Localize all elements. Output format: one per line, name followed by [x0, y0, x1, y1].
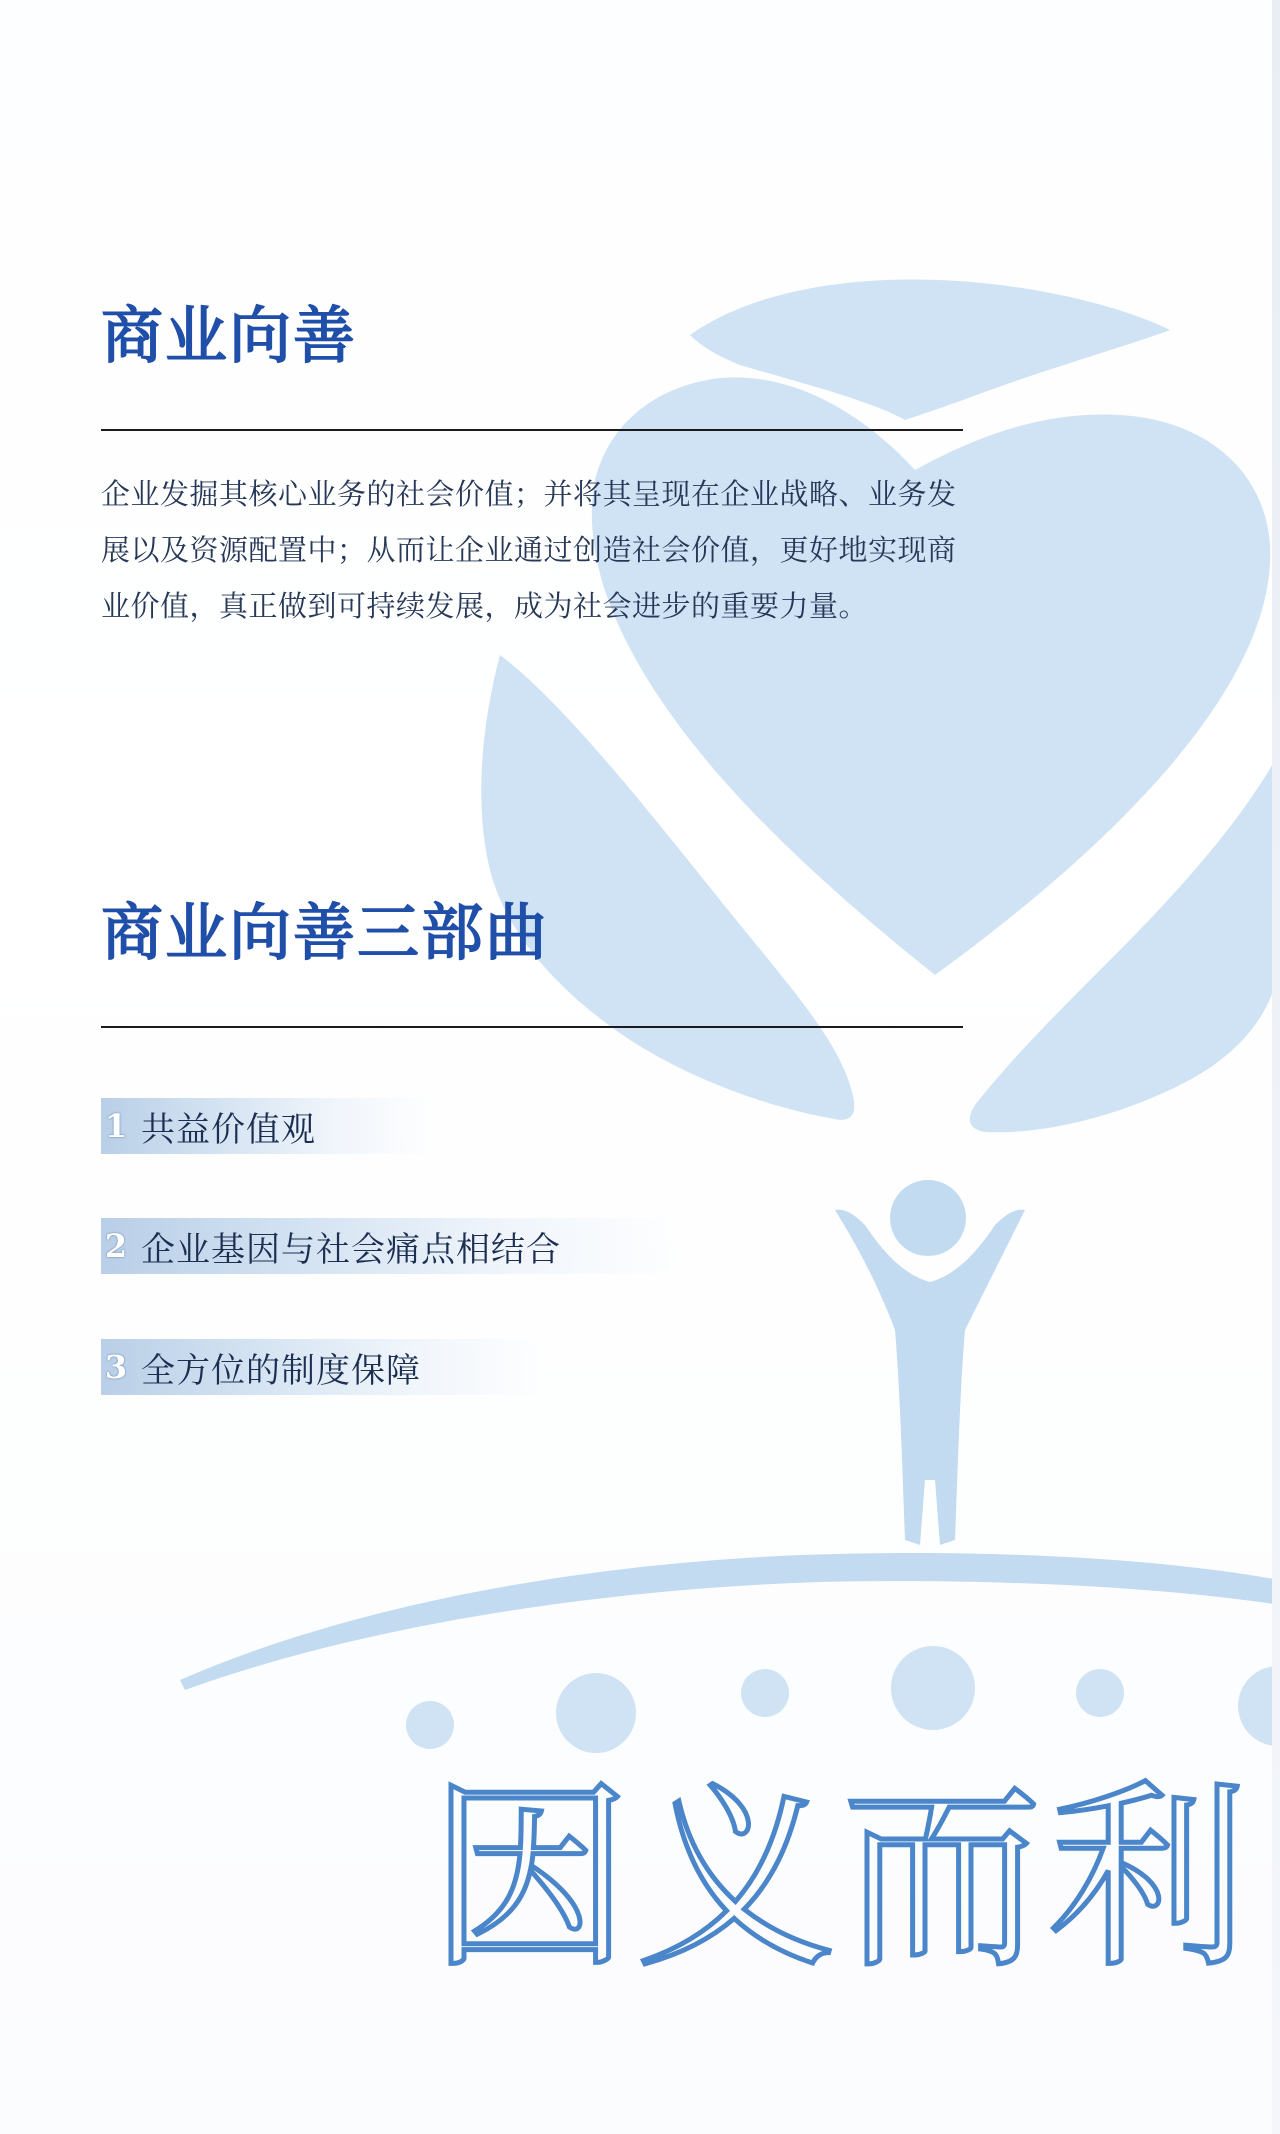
list-item-label: 共益价值观	[141, 1109, 316, 1150]
list-item-number: 1	[104, 1107, 128, 1145]
list-item-number: 3	[104, 1348, 128, 1386]
section-title-business-for-good: 商业向善	[101, 299, 358, 372]
section-body-text: 企业发掘其核心业务的社会价值；并将其呈现在企业战略、业务发展以及资源配置中；从而让企业通过创造社会价值，更好地实现商业价值，真正做到可持续发展，成为社会进步的重要力量。	[101, 477, 957, 623]
list-item	[101, 1339, 541, 1395]
list-item	[101, 1218, 681, 1274]
list-item-number: 2	[104, 1227, 128, 1265]
list-item	[101, 1098, 436, 1154]
list-item-label: 全方位的制度保障	[141, 1350, 421, 1391]
section-title-trilogy: 商业向善三部曲	[101, 896, 550, 969]
section-divider	[101, 1026, 963, 1028]
slogan-outline-text: 因义而利	[430, 1763, 1255, 1996]
section-divider	[101, 429, 963, 431]
list-item-label: 企业基因与社会痛点相结合	[141, 1229, 561, 1270]
